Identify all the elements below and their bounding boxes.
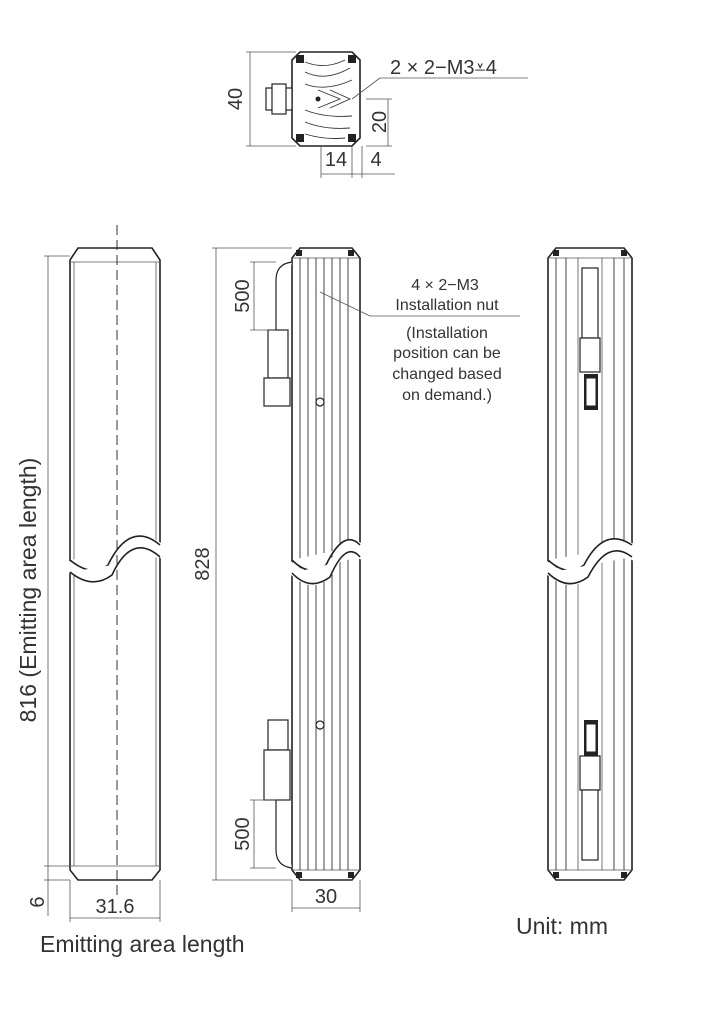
nut-note-1: 4 × 2−M3 <box>411 277 479 294</box>
back-view <box>544 248 636 880</box>
top-dim-height: 40 <box>225 87 247 111</box>
nut-note-3: (Installation <box>406 325 488 342</box>
top-dim-half: 20 <box>369 110 391 134</box>
unit-label: Unit: mm <box>516 913 608 939</box>
side-dim-top: 500 <box>232 279 254 313</box>
nut-note-4: position can be <box>393 345 501 362</box>
left-view <box>44 225 164 922</box>
side-dim-bottom: 500 <box>232 817 254 851</box>
top-dim-width: 14 <box>324 149 348 171</box>
left-dim-end: 6 <box>27 896 49 908</box>
side-dim-width: 30 <box>314 886 338 908</box>
left-dim-width: 31.6 <box>95 896 135 918</box>
top-dim-offset: 4 <box>370 149 382 171</box>
thread-note: 2 × 2−M3⩡4 <box>390 57 497 79</box>
side-dim-total: 828 <box>192 547 214 581</box>
nut-note-5: changed based <box>392 366 502 383</box>
nut-note-2: Installation nut <box>395 297 499 314</box>
left-caption: Emitting area length <box>40 931 245 957</box>
left-dim-total: 816 (Emitting area length) <box>15 457 41 723</box>
nut-note-6: on demand.) <box>402 387 492 404</box>
